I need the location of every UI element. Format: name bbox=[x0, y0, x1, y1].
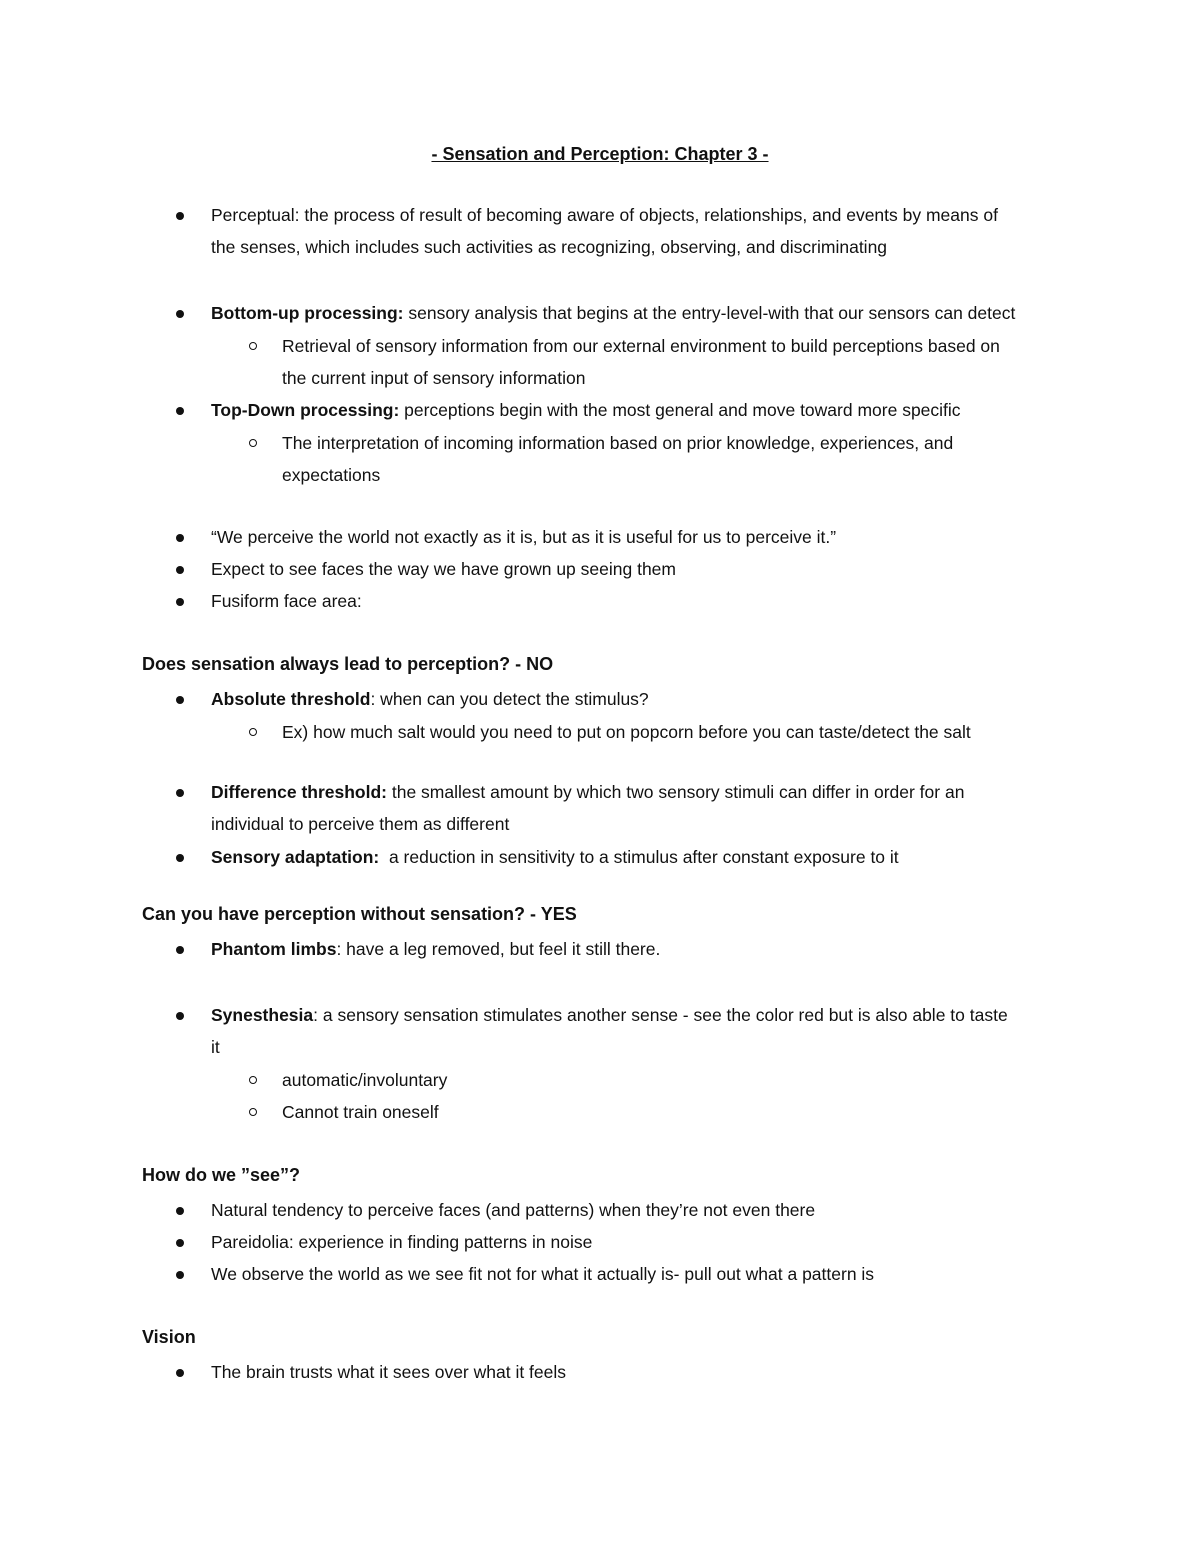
quote-item: “We perceive the world not exactly as it is, but as it is useful for us to perceive it.” bbox=[211, 527, 837, 547]
synesthesia-sub2: Cannot train oneself bbox=[282, 1102, 439, 1122]
pareidolia-item: Pareidolia: experience in finding patterns in noise bbox=[211, 1232, 593, 1252]
absolute-threshold-item bbox=[211, 687, 649, 711]
top-down-item bbox=[211, 398, 961, 422]
top-down-sub-line1: The interpretation of incoming information based on prior knowledge, experiences, and bbox=[282, 433, 954, 453]
bullet-icon bbox=[176, 310, 184, 318]
synesthesia-text: : a sensory sensation stimulates another sense - see the color red but is also able to taste bbox=[313, 1005, 1008, 1025]
section-heading-perception-without-sensation: Can you have perception without sensation? - YES bbox=[142, 904, 577, 924]
bullet-icon bbox=[176, 946, 184, 954]
bottom-up-sub-line1: Retrieval of sensory information from our external environment to build perceptions based on bbox=[282, 336, 1000, 356]
difference-threshold-term: Difference threshold: bbox=[211, 782, 387, 802]
bottom-up-text: sensory analysis that begins at the entry-level-with that our sensors can detect bbox=[403, 303, 1016, 323]
bullet-icon bbox=[176, 789, 184, 797]
page-title: - Sensation and Perception: Chapter 3 - bbox=[431, 144, 769, 164]
bullet-icon bbox=[176, 854, 184, 862]
sub-bullet-icon bbox=[249, 728, 257, 736]
bottom-up-sub-line2: the current input of sensory information bbox=[282, 368, 586, 388]
sensory-adaptation-text: a reduction in sensitivity to a stimulus after constant exposure to it bbox=[379, 847, 899, 867]
bullet-icon bbox=[176, 1239, 184, 1247]
sensory-adaptation-item bbox=[211, 845, 899, 869]
faces-item: Expect to see faces the way we have grown up seeing them bbox=[211, 559, 676, 579]
brain-trusts-item: The brain trusts what it sees over what it feels bbox=[211, 1362, 567, 1382]
top-down-text: perceptions begin with the most general and move toward more specific bbox=[399, 400, 961, 420]
difference-threshold-line2: individual to perceive them as different bbox=[211, 814, 510, 834]
top-down-sub-line2: expectations bbox=[282, 465, 381, 485]
phantom-limbs-item bbox=[211, 937, 660, 961]
sub-bullet-icon bbox=[249, 1108, 257, 1116]
sub-bullet-icon bbox=[249, 439, 257, 447]
bottom-up-term: Bottom-up processing: bbox=[211, 303, 404, 323]
observe-world-item: We observe the world as we see fit not for what it actually is- pull out what a pattern is bbox=[211, 1264, 875, 1284]
bullet-icon bbox=[176, 407, 184, 415]
faces-tendency-item: Natural tendency to perceive faces (and patterns) when they’re not even there bbox=[211, 1200, 816, 1220]
bullet-icon bbox=[176, 696, 184, 704]
difference-threshold-item bbox=[211, 780, 964, 804]
absolute-threshold-text: : when can you detect the stimulus? bbox=[370, 689, 649, 709]
synesthesia-term: Synesthesia bbox=[211, 1005, 314, 1025]
bullet-icon bbox=[176, 1012, 184, 1020]
bullet-icon bbox=[176, 534, 184, 542]
synesthesia-sub1: automatic/involuntary bbox=[282, 1070, 448, 1090]
bottom-up-item bbox=[211, 301, 1015, 325]
sub-bullet-icon bbox=[249, 1076, 257, 1084]
perceptual-definition-line1: Perceptual: the process of result of becoming aware of objects, relationships, and events by means of bbox=[211, 205, 998, 225]
phantom-limbs-term: Phantom limbs bbox=[211, 939, 337, 959]
bullet-icon bbox=[176, 1271, 184, 1279]
absolute-threshold-example: Ex) how much salt would you need to put on popcorn before you can taste/detect the salt bbox=[282, 722, 971, 742]
bullet-icon bbox=[176, 1207, 184, 1215]
section-heading-how-do-we-see: How do we ”see”? bbox=[142, 1165, 301, 1185]
bullet-icon bbox=[176, 212, 184, 220]
synesthesia-line2: it bbox=[211, 1037, 220, 1057]
fusiform-item: Fusiform face area: bbox=[211, 591, 362, 611]
section-heading-sensation-perception: Does sensation always lead to perception? - NO bbox=[142, 654, 554, 674]
bullet-icon bbox=[176, 598, 184, 606]
bullet-icon bbox=[176, 1369, 184, 1377]
section-heading-vision: Vision bbox=[142, 1327, 196, 1347]
bullet-icon bbox=[176, 566, 184, 574]
synesthesia-item bbox=[211, 1003, 1008, 1027]
top-down-term: Top-Down processing: bbox=[211, 400, 400, 420]
perceptual-definition-line2: the senses, which includes such activities as recognizing, observing, and discriminating bbox=[211, 237, 888, 257]
sensory-adaptation-term: Sensory adaptation: bbox=[211, 847, 380, 867]
difference-threshold-text: the smallest amount by which two sensory stimuli can differ in order for an bbox=[387, 782, 965, 802]
absolute-threshold-term: Absolute threshold bbox=[211, 689, 371, 709]
sub-bullet-icon bbox=[249, 342, 257, 350]
phantom-limbs-text: : have a leg removed, but feel it still there. bbox=[336, 939, 661, 959]
